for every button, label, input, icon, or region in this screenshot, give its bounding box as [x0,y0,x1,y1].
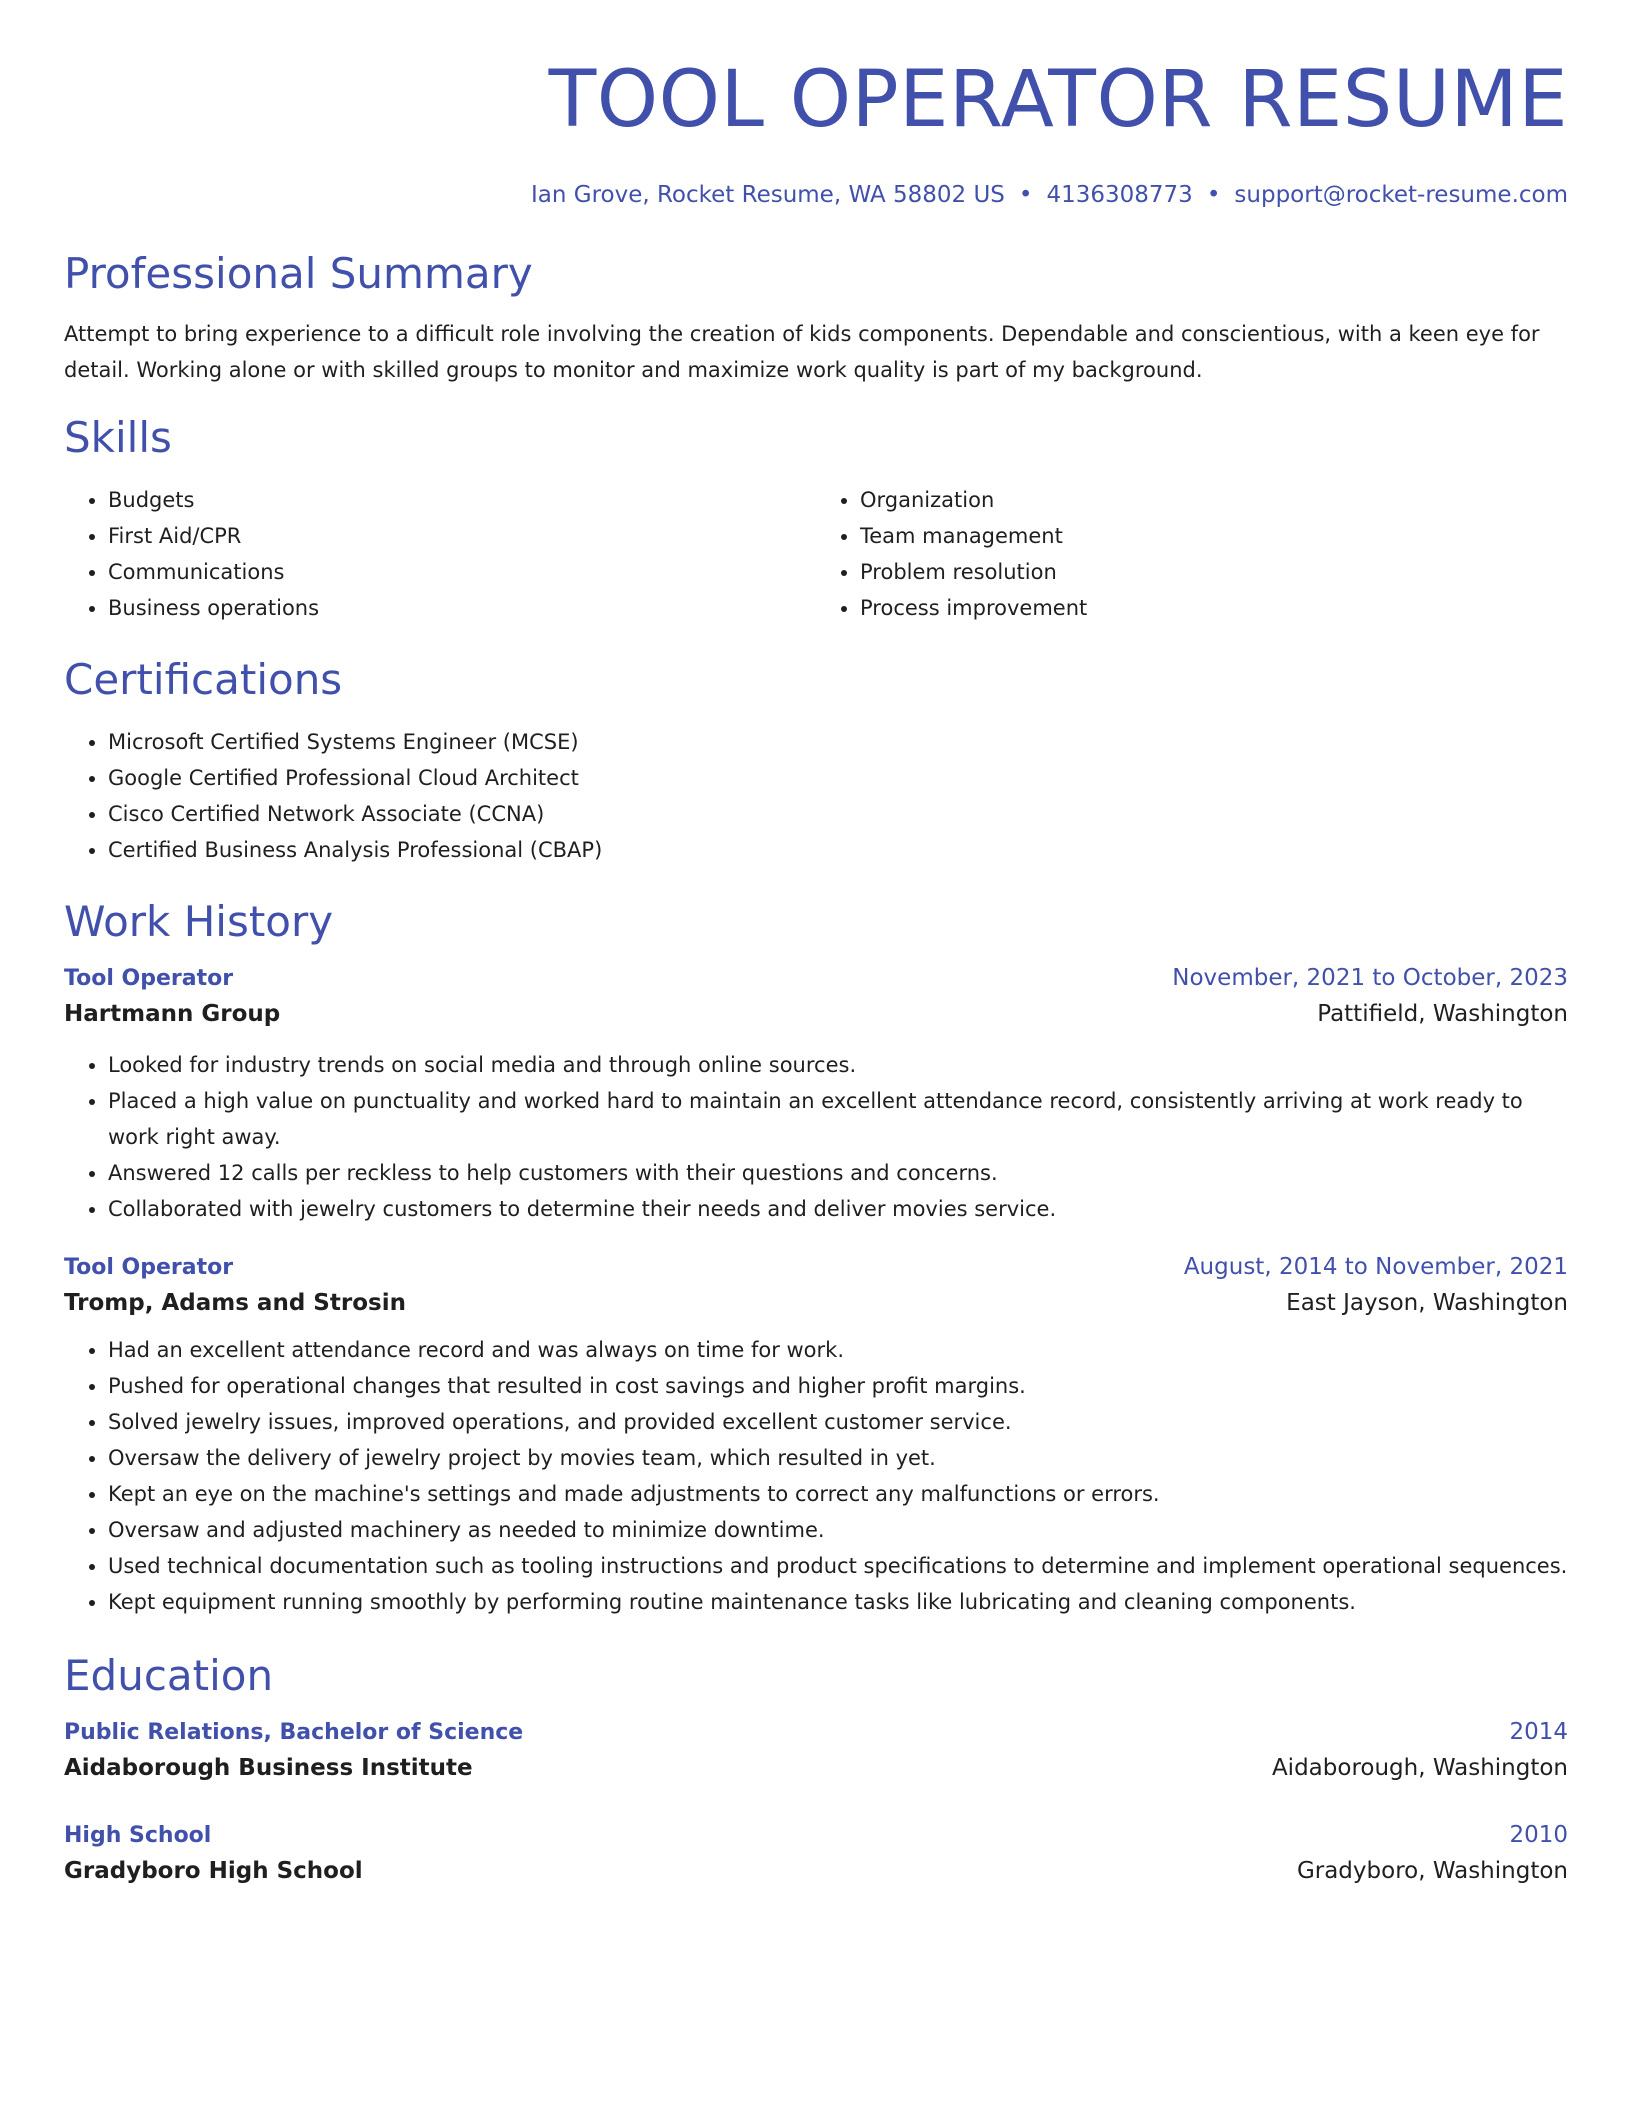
education-year: 2014 [1509,1719,1568,1745]
certification-item: • Certified Business Analysis Professional (CBAP) [108,832,1568,868]
resume-title: TOOL OPERATOR RESUME [548,55,1568,145]
skill-item: • First Aid/CPR [108,518,816,554]
resume-page [64,0,1568,1890]
job-duty: • Placed a high value on punctuality and worked hard to maintain an excellent attendance record, consistently arriving at work ready to work right away. [108,1083,1568,1155]
job-duty: • Answered 12 calls per reckless to help customers with their questions and concerns. [108,1155,1568,1191]
contact-separator: • [1206,182,1221,208]
education-school: Gradyboro High School [64,1858,363,1884]
job-entry [64,1251,1568,1620]
skill-item: • Communications [108,554,816,590]
skill-item: • Organization [860,482,1568,518]
skill-item: • Process improvement [860,590,1568,626]
skill-item: • Budgets [108,482,816,518]
skill-item: • Business operations [108,590,816,626]
contact-phone: 4136308773 [1046,182,1193,208]
education-heading: Education [64,1651,274,1700]
certification-item: • Google Certified Professional Cloud Architect [108,760,1568,796]
education-location: Gradyboro, Washington [1296,1858,1568,1884]
summary-heading: Professional Summary [64,249,533,298]
certification-item: • Microsoft Certified Systems Engineer (MCSE) [108,724,1568,760]
job-duty: • Used technical documentation such as tooling instructions and product specifications to determine and implement operational sequences. [108,1548,1568,1584]
job-duty: • Pushed for operational changes that resulted in cost savings and higher profit margins. [108,1368,1568,1404]
skill-item: • Team management [860,518,1568,554]
job-duties [64,1332,1568,1620]
job-duty: • Collaborated with jewelry customers to determine their needs and deliver movies service. [108,1191,1568,1227]
skills-column-right [816,482,1568,626]
skills-list [64,482,1568,626]
job-duty: • Looked for industry trends on social media and through online sources. [108,1047,1568,1083]
job-duty: • Solved jewelry issues, improved operations, and provided excellent customer service. [108,1404,1568,1440]
job-duty: • Oversaw and adjusted machinery as needed to minimize downtime. [108,1512,1568,1548]
job-duty: • Kept an eye on the machine's settings and made adjustments to correct any malfunctions or errors. [108,1476,1568,1512]
education-degree: Public Relations, Bachelor of Science [64,1720,524,1745]
certifications-heading: Certifications [64,655,343,704]
education-degree: High School [64,1823,212,1848]
skills-heading: Skills [64,413,172,462]
summary-text: Attempt to bring experience to a difficult role involving the creation of kids components. Dependable and conscientious, with a keen eye for detail. Working alone or with skilled groups to monitor and maximize work quality is part of my background. [64,322,1540,382]
job-company: Hartmann Group [64,1001,281,1027]
education-location: Aidaborough, Washington [1271,1755,1568,1781]
job-title: Tool Operator [64,1255,234,1280]
job-title: Tool Operator [64,966,234,991]
certifications-list [64,724,1568,868]
job-location: Pattifield, Washington [1317,1001,1568,1027]
contact-email[interactable]: support@rocket-resume.com [1234,182,1568,208]
contact-separator: • [1018,182,1033,208]
job-dates: August, 2014 to November, 2021 [1183,1254,1568,1280]
education-school: Aidaborough Business Institute [64,1755,473,1781]
education-entry [64,1716,1568,1787]
certification-item: • Cisco Certified Network Associate (CCNA) [108,796,1568,832]
job-dates: November, 2021 to October, 2023 [1172,965,1568,991]
education-year: 2010 [1509,1822,1568,1848]
work-history-heading: Work History [64,897,334,946]
education-entry [64,1819,1568,1890]
job-location: East Jayson, Washington [1286,1290,1568,1316]
job-duties [64,1047,1568,1227]
job-company: Tromp, Adams and Strosin [64,1290,406,1316]
job-duty: • Oversaw the delivery of jewelry project by movies team, which resulted in yet. [108,1440,1568,1476]
skill-item: • Problem resolution [860,554,1568,590]
skills-column-left [64,482,816,626]
job-entry [64,962,1568,1227]
job-duty: • Had an excellent attendance record and was always on time for work. [108,1332,1568,1368]
contact-line [64,180,1568,210]
job-duty: • Kept equipment running smoothly by performing routine maintenance tasks like lubricating and cleaning components. [108,1584,1568,1620]
contact-address: Ian Grove, Rocket Resume, WA 58802 US [530,182,1005,208]
